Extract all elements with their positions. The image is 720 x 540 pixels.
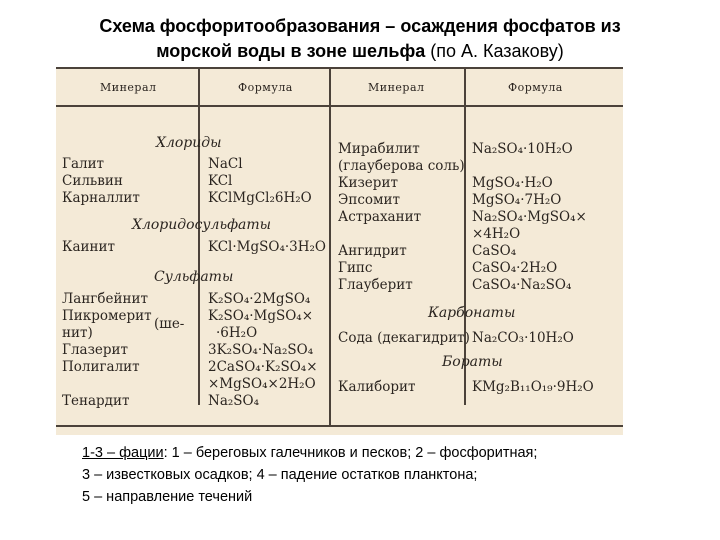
- right-mineral: Сода (декагидрит): [338, 330, 470, 346]
- mineral-table-image: [56, 67, 623, 435]
- left-mineral: Тенардит: [62, 393, 130, 409]
- right-mineral: Калиборит: [338, 379, 416, 395]
- right-formula: CaSO₄·Na₂SO₄: [472, 277, 572, 293]
- left-mineral: Глазерит: [62, 342, 129, 358]
- right-mineral: Ангидрит: [338, 243, 407, 259]
- left-formula: K₂SO₄·2MgSO₄: [208, 291, 311, 307]
- category-borates: Бораты: [442, 354, 503, 370]
- header-divider-right: [464, 67, 466, 107]
- header-formula-left: Формула: [238, 81, 293, 94]
- right-formula: Na₂CO₃·10H₂O: [472, 330, 574, 346]
- left-formula: KClMgCl₂6H₂O: [208, 190, 312, 206]
- category-chlorides: Хлориды: [156, 135, 222, 151]
- left-formula: KCl: [208, 173, 233, 189]
- title-line-1: Схема фосфоритообразования – осаждения фосфатов из: [99, 16, 621, 36]
- left-formula: KCl·MgSO₄·3H₂O: [208, 239, 326, 255]
- right-mineral: Гипс: [338, 260, 373, 276]
- right-formula: MgSO₄·7H₂O: [472, 192, 562, 208]
- right-formula: KMg₂B₁₁O₁₉·9H₂O: [472, 379, 594, 395]
- caption-line-1: : 1 – береговых галечников и песков; 2 – фосфоритная;: [163, 445, 538, 461]
- header-divider-left: [198, 67, 200, 107]
- right-formula: CaSO₄·2H₂O: [472, 260, 558, 276]
- right-formula: Na₂SO₄·10H₂O: [472, 141, 573, 157]
- header-mineral-left: Минерал: [100, 81, 157, 94]
- right-mineral: Астраханит: [338, 209, 422, 225]
- right-mineral: Глауберит: [338, 277, 413, 293]
- right-mineral: Эпсомит: [338, 192, 400, 208]
- right-formula: MgSO₄·H₂O: [472, 175, 553, 191]
- title-line-2-bold: морской воды в зоне шельфа: [156, 41, 426, 61]
- left-mineral: Лангбейнит: [62, 291, 148, 307]
- left-mineral: Полигалит: [62, 359, 140, 375]
- caption-facies-label: 1-3 – фации: [82, 445, 164, 461]
- header-mineral-right: Минерал: [368, 81, 425, 94]
- left-formula: 3K₂SO₄·Na₂SO₄: [208, 342, 314, 358]
- slide-title: [40, 14, 680, 64]
- right-formula: Na₂SO₄·MgSO₄×: [472, 209, 587, 225]
- left-mineral: Карналлит: [62, 190, 140, 206]
- left-formula: NaCl: [208, 156, 243, 172]
- left-formula: ×MgSO₄×2H₂O: [208, 376, 316, 392]
- table-bottom-rule: [56, 425, 623, 427]
- left-formula: Na₂SO₄: [208, 393, 260, 409]
- left-mineral-note: нит): [62, 325, 93, 341]
- left-mineral: Галит: [62, 156, 105, 172]
- caption-line-2: 3 – известковых осадков; 4 – падение остатков планктона;: [82, 467, 478, 483]
- title-line-2-plain: (по А. Казакову): [425, 41, 564, 61]
- left-formula: 2CaSO₄·K₂SO₄×: [208, 359, 318, 375]
- body-divider-left: [198, 107, 200, 405]
- left-formula: ·6H₂O: [216, 325, 258, 341]
- left-formula: K₂SO₄·MgSO₄×: [208, 308, 314, 324]
- left-mineral-note: (ше-: [154, 316, 185, 332]
- right-formula: CaSO₄: [472, 243, 517, 259]
- category-carbonates: Карбонаты: [428, 305, 516, 321]
- left-mineral: Пикромерит: [62, 308, 152, 324]
- right-mineral: Мирабилит: [338, 141, 420, 157]
- legend-caption: [82, 442, 682, 508]
- category-chloride-sulfates: Хлоридосульфаты: [132, 217, 272, 233]
- left-mineral: Каинит: [62, 239, 115, 255]
- right-mineral: (глауберова соль): [338, 158, 465, 174]
- header-formula-right: Формула: [508, 81, 563, 94]
- table-header: [56, 67, 623, 107]
- left-mineral: Сильвин: [62, 173, 123, 189]
- table-center-divider: [329, 67, 331, 427]
- category-sulfates: Сульфаты: [154, 269, 234, 285]
- right-formula: ×4H₂O: [472, 226, 521, 242]
- right-mineral: Кизерит: [338, 175, 398, 191]
- caption-line-3: 5 – направление течений: [82, 489, 253, 505]
